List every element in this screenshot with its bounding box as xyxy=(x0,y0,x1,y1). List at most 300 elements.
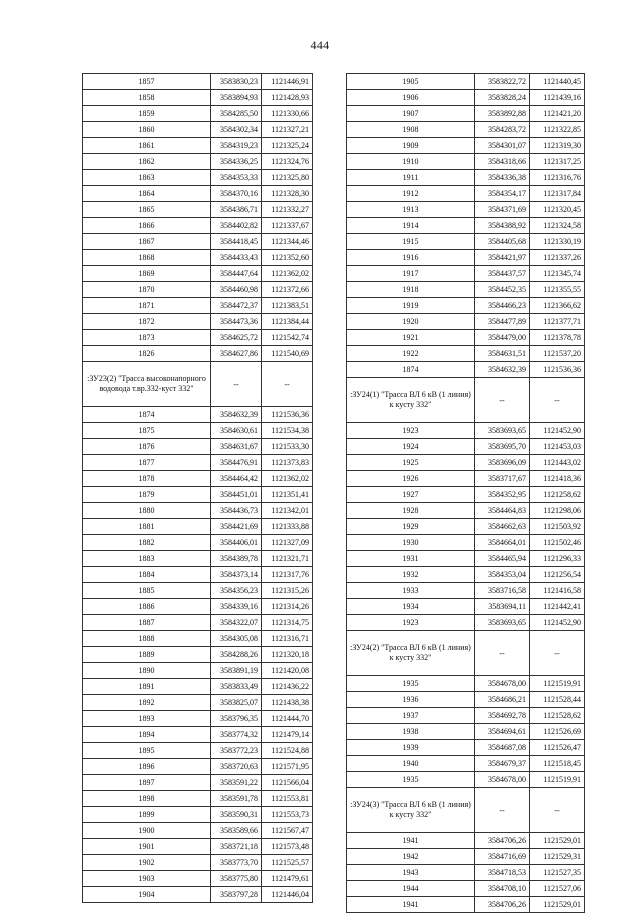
table-row xyxy=(83,631,313,647)
table-row xyxy=(347,106,585,122)
x-coordinate-cell: 3583716,58 xyxy=(475,583,530,599)
y-coordinate-cell: 1121315,26 xyxy=(262,583,313,599)
y-coordinate-cell: 1121314,26 xyxy=(262,599,313,615)
point-number-cell: 1887 xyxy=(83,615,211,631)
x-coordinate-cell: 3583772,23 xyxy=(211,743,262,759)
x-coordinate-cell: 3584706,26 xyxy=(475,833,530,849)
y-coordinate-cell: 1121384,44 xyxy=(262,314,313,330)
y-coordinate-cell: 1121317,84 xyxy=(530,186,585,202)
point-number-cell: 1907 xyxy=(347,106,475,122)
point-number-cell: 1876 xyxy=(83,439,211,455)
point-number-cell: 1925 xyxy=(347,455,475,471)
table-row xyxy=(83,439,313,455)
point-number-cell: 1934 xyxy=(347,599,475,615)
point-number-cell: 1922 xyxy=(347,346,475,362)
y-coordinate-cell: 1121337,26 xyxy=(530,250,585,266)
point-number-cell: 1939 xyxy=(347,740,475,756)
y-coordinate-cell: 1121525,57 xyxy=(262,855,313,871)
x-coordinate-cell: 3584336,25 xyxy=(211,154,262,170)
y-coordinate-cell: 1121321,71 xyxy=(262,551,313,567)
x-coordinate-cell: -- xyxy=(475,631,530,676)
point-number-cell: 1860 xyxy=(83,122,211,138)
point-number-cell: 1901 xyxy=(83,839,211,855)
section-title: :ЗУ24(2) "Трасса ВЛ 6 кВ (1 линия) к кусту 332" xyxy=(347,631,475,676)
x-coordinate-cell: 3584631,67 xyxy=(211,439,262,455)
table-row xyxy=(347,138,585,154)
point-number-cell: 1941 xyxy=(347,833,475,849)
point-number-cell: 1937 xyxy=(347,708,475,724)
point-number-cell: 1857 xyxy=(83,74,211,90)
table-row xyxy=(83,535,313,551)
table-row xyxy=(83,743,313,759)
point-number-cell: 1938 xyxy=(347,724,475,740)
y-coordinate-cell: 1121355,55 xyxy=(530,282,585,298)
y-coordinate-cell: 1121542,74 xyxy=(262,330,313,346)
point-number-cell: 1932 xyxy=(347,567,475,583)
point-number-cell: 1911 xyxy=(347,170,475,186)
y-coordinate-cell: 1121528,44 xyxy=(530,692,585,708)
table-row xyxy=(83,330,313,346)
y-coordinate-cell: 1121362,02 xyxy=(262,471,313,487)
x-coordinate-cell: 3584418,45 xyxy=(211,234,262,250)
table-row xyxy=(83,775,313,791)
x-coordinate-cell: 3584353,04 xyxy=(475,567,530,583)
x-coordinate-cell: 3584301,07 xyxy=(475,138,530,154)
x-coordinate-cell: 3584336,38 xyxy=(475,170,530,186)
point-number-cell: 1879 xyxy=(83,487,211,503)
x-coordinate-cell: 3583721,18 xyxy=(211,839,262,855)
y-coordinate-cell: 1121352,60 xyxy=(262,250,313,266)
y-coordinate-cell: 1121372,66 xyxy=(262,282,313,298)
x-coordinate-cell: 3584437,57 xyxy=(475,266,530,282)
point-number-cell: 1881 xyxy=(83,519,211,535)
x-coordinate-cell: 3584421,97 xyxy=(475,250,530,266)
x-coordinate-cell: 3584479,00 xyxy=(475,330,530,346)
table-row xyxy=(347,423,585,439)
y-coordinate-cell: 1121314,75 xyxy=(262,615,313,631)
point-number-cell: 1924 xyxy=(347,439,475,455)
table-row xyxy=(83,663,313,679)
y-coordinate-cell: 1121256,54 xyxy=(530,567,585,583)
x-coordinate-cell: 3584630,61 xyxy=(211,423,262,439)
y-coordinate-cell: -- xyxy=(530,378,585,423)
x-coordinate-cell: 3583775,80 xyxy=(211,871,262,887)
x-coordinate-cell: 3584631,51 xyxy=(475,346,530,362)
table-row xyxy=(347,708,585,724)
y-coordinate-cell: 1121438,38 xyxy=(262,695,313,711)
table-row xyxy=(83,186,313,202)
y-coordinate-cell: 1121327,09 xyxy=(262,535,313,551)
point-number-cell: 1931 xyxy=(347,551,475,567)
x-coordinate-cell: 3584285,50 xyxy=(211,106,262,122)
y-coordinate-cell: 1121452,90 xyxy=(530,423,585,439)
y-coordinate-cell: 1121332,27 xyxy=(262,202,313,218)
y-coordinate-cell: 1121440,45 xyxy=(530,74,585,90)
y-coordinate-cell: 1121537,20 xyxy=(530,346,585,362)
table-row xyxy=(347,567,585,583)
point-number-cell: 1896 xyxy=(83,759,211,775)
y-coordinate-cell: 1121527,06 xyxy=(530,881,585,897)
table-row xyxy=(347,615,585,631)
x-coordinate-cell: 3584473,36 xyxy=(211,314,262,330)
point-number-cell: 1884 xyxy=(83,567,211,583)
section-title: :ЗУ23(2) "Трасса высоконапорного водовода т.вр.332-куст 332" xyxy=(83,362,211,407)
point-number-cell: 1905 xyxy=(347,74,475,90)
x-coordinate-cell: 3584632,39 xyxy=(475,362,530,378)
x-coordinate-cell: 3584706,26 xyxy=(475,897,530,913)
x-coordinate-cell: 3584662,63 xyxy=(475,519,530,535)
x-coordinate-cell: 3584353,33 xyxy=(211,170,262,186)
point-number-cell: 1882 xyxy=(83,535,211,551)
table-row xyxy=(83,423,313,439)
table-row xyxy=(347,487,585,503)
y-coordinate-cell: 1121566,04 xyxy=(262,775,313,791)
table-row xyxy=(347,583,585,599)
point-number-cell: 1928 xyxy=(347,503,475,519)
y-coordinate-cell: 1121529,01 xyxy=(530,897,585,913)
table-row xyxy=(347,202,585,218)
point-number-cell: 1900 xyxy=(83,823,211,839)
point-number-cell: 1859 xyxy=(83,106,211,122)
y-coordinate-cell: 1121534,38 xyxy=(262,423,313,439)
x-coordinate-cell: 3584288,26 xyxy=(211,647,262,663)
x-coordinate-cell: 3583696,09 xyxy=(475,455,530,471)
point-number-cell: 1935 xyxy=(347,676,475,692)
x-coordinate-cell: 3583892,88 xyxy=(475,106,530,122)
point-number-cell: 1862 xyxy=(83,154,211,170)
table-row xyxy=(347,865,585,881)
table-row xyxy=(83,503,313,519)
table-row xyxy=(83,839,313,855)
section-title: :ЗУ24(1) "Трасса ВЛ 6 кВ (1 линия) к кусту 332" xyxy=(347,378,475,423)
x-coordinate-cell: 3584302,34 xyxy=(211,122,262,138)
table-row xyxy=(83,455,313,471)
y-coordinate-cell: 1121377,71 xyxy=(530,314,585,330)
point-number-cell: 1915 xyxy=(347,234,475,250)
point-number-cell: 1866 xyxy=(83,218,211,234)
y-coordinate-cell: 1121383,51 xyxy=(262,298,313,314)
x-coordinate-cell: 3584388,92 xyxy=(475,218,530,234)
x-coordinate-cell: 3584472,37 xyxy=(211,298,262,314)
point-number-cell: 1868 xyxy=(83,250,211,266)
x-coordinate-cell: 3584466,23 xyxy=(475,298,530,314)
right-table-body xyxy=(347,74,585,913)
page-number: 444 xyxy=(310,38,330,52)
table-row xyxy=(83,266,313,282)
y-coordinate-cell: 1121479,61 xyxy=(262,871,313,887)
x-coordinate-cell: 3583693,65 xyxy=(475,615,530,631)
y-coordinate-cell: 1121317,25 xyxy=(530,154,585,170)
point-number-cell: 1897 xyxy=(83,775,211,791)
table-row xyxy=(347,471,585,487)
table-row xyxy=(347,154,585,170)
table-row xyxy=(347,122,585,138)
table-row xyxy=(347,519,585,535)
point-number-cell: 1923 xyxy=(347,423,475,439)
x-coordinate-cell: 3584356,23 xyxy=(211,583,262,599)
x-coordinate-cell: 3584354,17 xyxy=(475,186,530,202)
x-coordinate-cell: 3583720,63 xyxy=(211,759,262,775)
point-number-cell: 1919 xyxy=(347,298,475,314)
section-header-row xyxy=(347,378,585,423)
x-coordinate-cell: 3584371,69 xyxy=(475,202,530,218)
x-coordinate-cell: 3584476,91 xyxy=(211,455,262,471)
coordinates-table-left xyxy=(82,73,313,903)
y-coordinate-cell: 1121536,36 xyxy=(262,407,313,423)
x-coordinate-cell: 3583822,72 xyxy=(475,74,530,90)
y-coordinate-cell: 1121540,69 xyxy=(262,346,313,362)
table-row xyxy=(83,759,313,775)
y-coordinate-cell: 1121317,76 xyxy=(262,567,313,583)
table-row xyxy=(83,823,313,839)
x-coordinate-cell: 3584402,82 xyxy=(211,218,262,234)
x-coordinate-cell: 3583797,28 xyxy=(211,887,262,903)
y-coordinate-cell: 1121502,46 xyxy=(530,535,585,551)
x-coordinate-cell: 3584319,23 xyxy=(211,138,262,154)
table-row xyxy=(347,314,585,330)
x-coordinate-cell: -- xyxy=(211,362,262,407)
table-row xyxy=(83,202,313,218)
y-coordinate-cell: 1121439,16 xyxy=(530,90,585,106)
point-number-cell: 1930 xyxy=(347,535,475,551)
x-coordinate-cell: 3583717,67 xyxy=(475,471,530,487)
table-row xyxy=(83,519,313,535)
y-coordinate-cell: -- xyxy=(262,362,313,407)
point-number-cell: 1894 xyxy=(83,727,211,743)
x-coordinate-cell: 3584373,14 xyxy=(211,567,262,583)
point-number-cell: 1877 xyxy=(83,455,211,471)
table-row xyxy=(347,218,585,234)
section-header-row xyxy=(347,788,585,833)
y-coordinate-cell: 1121337,67 xyxy=(262,218,313,234)
x-coordinate-cell: -- xyxy=(475,378,530,423)
x-coordinate-cell: 3584625,72 xyxy=(211,330,262,346)
table-row xyxy=(83,695,313,711)
y-coordinate-cell: 1121351,41 xyxy=(262,487,313,503)
x-coordinate-cell: 3583591,22 xyxy=(211,775,262,791)
y-coordinate-cell: 1121325,24 xyxy=(262,138,313,154)
point-number-cell: 1867 xyxy=(83,234,211,250)
table-row xyxy=(83,807,313,823)
point-number-cell: 1878 xyxy=(83,471,211,487)
point-number-cell: 1863 xyxy=(83,170,211,186)
y-coordinate-cell: 1121479,14 xyxy=(262,727,313,743)
table-row xyxy=(83,218,313,234)
point-number-cell: 1917 xyxy=(347,266,475,282)
y-coordinate-cell: 1121428,93 xyxy=(262,90,313,106)
y-coordinate-cell: 1121444,70 xyxy=(262,711,313,727)
table-row xyxy=(347,250,585,266)
y-coordinate-cell: 1121366,62 xyxy=(530,298,585,314)
table-row xyxy=(347,740,585,756)
table-row xyxy=(83,711,313,727)
point-number-cell: 1858 xyxy=(83,90,211,106)
y-coordinate-cell: 1121416,58 xyxy=(530,583,585,599)
x-coordinate-cell: 3584464,83 xyxy=(475,503,530,519)
y-coordinate-cell: 1121519,91 xyxy=(530,772,585,788)
x-coordinate-cell: 3584406,01 xyxy=(211,535,262,551)
point-number-cell: 1927 xyxy=(347,487,475,503)
table-row xyxy=(83,471,313,487)
y-coordinate-cell: 1121571,95 xyxy=(262,759,313,775)
table-row xyxy=(83,551,313,567)
point-number-cell: 1926 xyxy=(347,471,475,487)
y-coordinate-cell: 1121529,31 xyxy=(530,849,585,865)
point-number-cell: 1899 xyxy=(83,807,211,823)
y-coordinate-cell: 1121536,36 xyxy=(530,362,585,378)
y-coordinate-cell: 1121446,91 xyxy=(262,74,313,90)
table-row xyxy=(347,266,585,282)
coordinates-table-right xyxy=(346,73,585,913)
table-row xyxy=(347,881,585,897)
point-number-cell: 1903 xyxy=(83,871,211,887)
y-coordinate-cell: 1121442,41 xyxy=(530,599,585,615)
point-number-cell: 1942 xyxy=(347,849,475,865)
x-coordinate-cell: 3584464,42 xyxy=(211,471,262,487)
point-number-cell: 1885 xyxy=(83,583,211,599)
table-row xyxy=(347,849,585,865)
x-coordinate-cell: 3583773,70 xyxy=(211,855,262,871)
point-number-cell: 1880 xyxy=(83,503,211,519)
x-coordinate-cell: 3583825,07 xyxy=(211,695,262,711)
x-coordinate-cell: 3584452,35 xyxy=(475,282,530,298)
point-number-cell: 1909 xyxy=(347,138,475,154)
point-number-cell: 1871 xyxy=(83,298,211,314)
table-row xyxy=(347,551,585,567)
x-coordinate-cell: 3584686,21 xyxy=(475,692,530,708)
y-coordinate-cell: 1121526,69 xyxy=(530,724,585,740)
point-number-cell: 1936 xyxy=(347,692,475,708)
y-coordinate-cell: 1121324,76 xyxy=(262,154,313,170)
y-coordinate-cell: 1121378,78 xyxy=(530,330,585,346)
table-row xyxy=(347,439,585,455)
table-row xyxy=(347,833,585,849)
x-coordinate-cell: 3584405,68 xyxy=(475,234,530,250)
point-number-cell: 1883 xyxy=(83,551,211,567)
x-coordinate-cell: 3584447,64 xyxy=(211,266,262,282)
y-coordinate-cell: 1121420,08 xyxy=(262,663,313,679)
y-coordinate-cell: 1121316,71 xyxy=(262,631,313,647)
x-coordinate-cell: 3583693,65 xyxy=(475,423,530,439)
table-row xyxy=(83,106,313,122)
table-row xyxy=(83,407,313,423)
point-number-cell: 1916 xyxy=(347,250,475,266)
point-number-cell: 1861 xyxy=(83,138,211,154)
point-number-cell: 1875 xyxy=(83,423,211,439)
y-coordinate-cell: 1121342,01 xyxy=(262,503,313,519)
y-coordinate-cell: 1121296,33 xyxy=(530,551,585,567)
y-coordinate-cell: 1121443,02 xyxy=(530,455,585,471)
point-number-cell: 1864 xyxy=(83,186,211,202)
x-coordinate-cell: 3584678,00 xyxy=(475,772,530,788)
point-number-cell: 1904 xyxy=(83,887,211,903)
point-number-cell: 1890 xyxy=(83,663,211,679)
x-coordinate-cell: 3583891,19 xyxy=(211,663,262,679)
x-coordinate-cell: 3584421,69 xyxy=(211,519,262,535)
x-coordinate-cell: 3584283,72 xyxy=(475,122,530,138)
point-number-cell: 1874 xyxy=(83,407,211,423)
y-coordinate-cell: 1121567,47 xyxy=(262,823,313,839)
table-row xyxy=(347,74,585,90)
y-coordinate-cell: 1121316,76 xyxy=(530,170,585,186)
x-coordinate-cell: 3584370,16 xyxy=(211,186,262,202)
point-number-cell: 1918 xyxy=(347,282,475,298)
table-row xyxy=(347,282,585,298)
x-coordinate-cell: 3583590,31 xyxy=(211,807,262,823)
x-coordinate-cell: 3584318,66 xyxy=(475,154,530,170)
point-number-cell: 1898 xyxy=(83,791,211,807)
x-coordinate-cell: 3583833,49 xyxy=(211,679,262,695)
table-row xyxy=(347,362,585,378)
point-number-cell: 1893 xyxy=(83,711,211,727)
y-coordinate-cell: 1121298,06 xyxy=(530,503,585,519)
x-coordinate-cell: 3583894,93 xyxy=(211,90,262,106)
table-row xyxy=(347,692,585,708)
y-coordinate-cell: 1121330,66 xyxy=(262,106,313,122)
point-number-cell: 1906 xyxy=(347,90,475,106)
point-number-cell: 1913 xyxy=(347,202,475,218)
table-row xyxy=(347,455,585,471)
y-coordinate-cell: 1121322,85 xyxy=(530,122,585,138)
x-coordinate-cell: 3584694,61 xyxy=(475,724,530,740)
table-row xyxy=(83,282,313,298)
point-number-cell: 1902 xyxy=(83,855,211,871)
y-coordinate-cell: 1121421,20 xyxy=(530,106,585,122)
table-row xyxy=(83,583,313,599)
point-number-cell: 1923 xyxy=(347,615,475,631)
point-number-cell: 1895 xyxy=(83,743,211,759)
point-number-cell: 1921 xyxy=(347,330,475,346)
table-row xyxy=(83,791,313,807)
table-row xyxy=(347,756,585,772)
x-coordinate-cell: 3583774,32 xyxy=(211,727,262,743)
y-coordinate-cell: 1121345,74 xyxy=(530,266,585,282)
point-number-cell: 1869 xyxy=(83,266,211,282)
x-coordinate-cell: 3584716,69 xyxy=(475,849,530,865)
y-coordinate-cell: 1121330,19 xyxy=(530,234,585,250)
x-coordinate-cell: 3583695,70 xyxy=(475,439,530,455)
x-coordinate-cell: 3583589,66 xyxy=(211,823,262,839)
point-number-cell: 1933 xyxy=(347,583,475,599)
point-number-cell: 1929 xyxy=(347,519,475,535)
table-row xyxy=(83,154,313,170)
point-number-cell: 1826 xyxy=(83,346,211,362)
y-coordinate-cell: 1121524,88 xyxy=(262,743,313,759)
x-coordinate-cell: 3584322,07 xyxy=(211,615,262,631)
y-coordinate-cell: 1121519,91 xyxy=(530,676,585,692)
table-row xyxy=(83,298,313,314)
x-coordinate-cell: 3584679,37 xyxy=(475,756,530,772)
y-coordinate-cell: 1121452,90 xyxy=(530,615,585,631)
x-coordinate-cell: 3584460,98 xyxy=(211,282,262,298)
point-number-cell: 1920 xyxy=(347,314,475,330)
table-row xyxy=(83,887,313,903)
x-coordinate-cell: -- xyxy=(475,788,530,833)
y-coordinate-cell: 1121373,83 xyxy=(262,455,313,471)
y-coordinate-cell: 1121418,36 xyxy=(530,471,585,487)
point-number-cell: 1891 xyxy=(83,679,211,695)
section-header-row xyxy=(83,362,313,407)
x-coordinate-cell: 3584632,39 xyxy=(211,407,262,423)
point-number-cell: 1886 xyxy=(83,599,211,615)
y-coordinate-cell: 1121526,47 xyxy=(530,740,585,756)
point-number-cell: 1944 xyxy=(347,881,475,897)
x-coordinate-cell: 3584451,01 xyxy=(211,487,262,503)
y-coordinate-cell: 1121446,04 xyxy=(262,887,313,903)
y-coordinate-cell: 1121319,30 xyxy=(530,138,585,154)
table-row xyxy=(83,346,313,362)
x-coordinate-cell: 3583796,35 xyxy=(211,711,262,727)
